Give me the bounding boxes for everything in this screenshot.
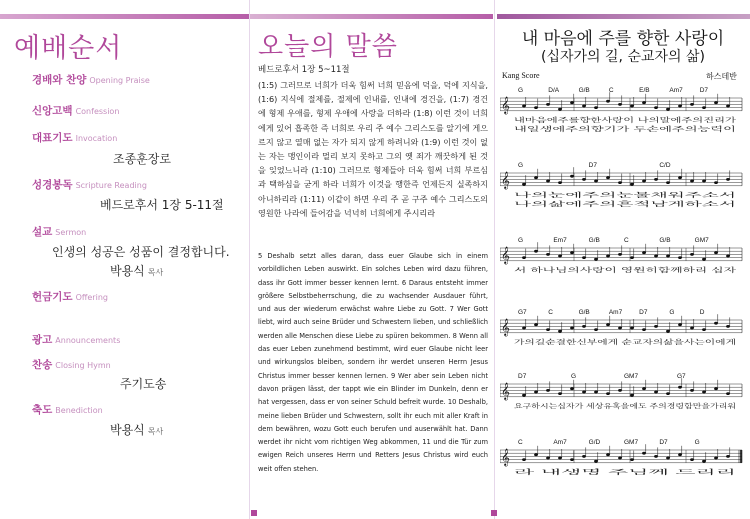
- lyrics-line: 내마음에주를향한사랑이 나의말에주의진리가: [514, 117, 638, 124]
- note-head: [654, 391, 658, 394]
- lyrics-line: 가의길순결한신부에게 순교자의삶을사는이에게: [514, 339, 644, 346]
- note-head: [678, 453, 682, 456]
- chord-symbol: C/D: [659, 162, 671, 169]
- invocation-leader: 조종훈장로: [113, 152, 171, 166]
- chord-symbol: G: [571, 373, 577, 380]
- benediction-pastor: 박용식 목사: [110, 423, 164, 437]
- note-head: [714, 181, 718, 184]
- note-head: [702, 180, 706, 183]
- note-head: [546, 103, 550, 106]
- note-head: [546, 328, 550, 331]
- chord-symbol: G: [669, 309, 675, 316]
- order-item-announcements: 광고 Announcements: [32, 334, 121, 346]
- note-head: [702, 391, 706, 394]
- sheet-music: [500, 80, 745, 512]
- note-head: [570, 458, 574, 461]
- order-item-closing-hymn: 찬송 Closing Hymn: [32, 359, 111, 371]
- note-head: [522, 105, 526, 108]
- note-head: [582, 178, 586, 181]
- note-head: [594, 258, 598, 261]
- treble-clef: 𝄞: [501, 382, 510, 400]
- treble-clef: 𝄞: [501, 171, 510, 189]
- note-head: [678, 323, 682, 326]
- note-head: [618, 389, 622, 392]
- note-head: [726, 105, 730, 108]
- chord-symbol: Am7: [608, 309, 623, 316]
- note-head: [606, 323, 610, 326]
- note-head: [690, 253, 694, 256]
- note-head: [642, 180, 646, 183]
- note-head: [666, 255, 670, 258]
- note-head: [654, 255, 658, 258]
- note-head: [594, 180, 598, 183]
- treble-clef: 𝄞: [501, 246, 510, 264]
- top-bar-right: [497, 14, 750, 19]
- note-head: [570, 101, 574, 104]
- note-head: [546, 253, 550, 256]
- note-head: [582, 325, 586, 328]
- note-head: [558, 181, 562, 184]
- note-head: [678, 176, 682, 179]
- order-item-sermon: 설교 Sermon: [32, 226, 87, 238]
- top-bar-middle: [250, 14, 493, 19]
- scripture-reference-header: 베드로후서 1장 5~11절: [258, 65, 350, 75]
- note-head: [690, 389, 694, 392]
- note-head: [618, 181, 622, 184]
- note-head: [642, 387, 646, 390]
- note-head: [630, 256, 634, 259]
- german-scripture-text: 5 Deshalb setzt alles daran, dass euer Glaube sich in einem vorbildlichen Leben auswirkt. Ein solches Leben wird dazu führen, dass ihr Gott immer besser kennen lernt. 6 Daraus entsteht immer größere Selbstbeherrschung, die zu wachsender Ausdauer führt, und aus der wiederum erwächst wahre Liebe zu Gott. 7 Wer Gott liebt, wird auch seine Brüder und Schwestern lieben, und schließlich werden alle Menschen diese Liebe zu spüren bekommen. 8 Wenn all das euer Leben zunehmend bestimmt, wird euer Glaube nicht leer und wirkungslos bleiben, sondern ihr werdet unseren Herrn Jesus Christus immer besser kennen lernen. 9 Wer aber sein Leben nicht davon prägen lässt, der tappt wie ein Blinder im Dunkeln, denn er hat vergessen, dass er von seiner Schuld befreit wurde. 10 Deshalb, meine lieben Brüder und Schwestern, sollt ihr euch mit aller Kraft in dem bewähren, wozu Gott euch berufen und auserwählt hat. Dann werdet ihr nicht vom richtigen Weg abkommen, 11 und die Tür zum ewigen Reich unseres Herrn und Retters Jesus Christus wird euch weit offen stehen.: [258, 252, 488, 473]
- note-head: [522, 256, 526, 259]
- chord-symbol: D7: [518, 373, 527, 380]
- note-head: [522, 394, 526, 397]
- note-head: [726, 392, 730, 395]
- note-head: [582, 256, 586, 259]
- chord-symbol: D7: [699, 87, 709, 94]
- corner-marker: [251, 510, 257, 516]
- note-head: [594, 328, 598, 331]
- note-head: [714, 457, 718, 460]
- treble-clef: 𝄞: [501, 448, 510, 466]
- note-head: [606, 176, 610, 179]
- note-head: [618, 457, 622, 460]
- chord-symbol: G/B: [578, 309, 590, 316]
- note-head: [726, 178, 730, 181]
- chord-symbol: G: [518, 162, 524, 169]
- order-of-worship-title: 예배순서: [14, 33, 123, 64]
- song-subtitle: (십자가의 길, 순교자의 삶): [541, 49, 705, 65]
- column-divider: [494, 0, 495, 519]
- composer: 하스데반: [706, 72, 737, 81]
- scripture-reference: 베드로후서 1장 5-11절: [100, 198, 224, 212]
- chord-symbol: C: [608, 87, 614, 94]
- chord-symbol: G/B: [659, 237, 671, 244]
- note-head: [570, 387, 574, 390]
- note-head: [558, 392, 562, 395]
- note-head: [546, 180, 550, 183]
- note-head: [570, 327, 574, 330]
- lyrics-line: 서 하나님의사랑이 영원히함께하리 십자: [514, 267, 624, 274]
- note-head: [690, 180, 694, 183]
- lyrics-line: 라 내생명 주님께 드리리: [514, 469, 581, 476]
- treble-clef: 𝄞: [501, 96, 510, 114]
- note-head: [654, 325, 658, 328]
- chord-symbol: G: [518, 237, 524, 244]
- note-head: [630, 394, 634, 397]
- chord-symbol: GM7: [624, 373, 639, 380]
- note-head: [642, 101, 646, 104]
- note-head: [558, 457, 562, 460]
- note-head: [714, 322, 718, 325]
- note-head: [594, 391, 598, 394]
- note-head: [570, 251, 574, 254]
- note-head: [570, 175, 574, 178]
- note-head: [558, 330, 562, 333]
- chord-symbol: G/B: [588, 237, 600, 244]
- note-head: [642, 452, 646, 455]
- chord-symbol: GM7: [624, 439, 639, 446]
- corner-marker: [491, 510, 497, 516]
- note-head: [714, 101, 718, 104]
- note-head: [654, 106, 658, 109]
- chord-symbol: G7: [518, 309, 527, 316]
- note-head: [630, 327, 634, 330]
- note-head: [642, 328, 646, 331]
- chord-symbol: E/B: [639, 87, 650, 94]
- top-bar-left: [0, 14, 250, 19]
- order-item-offering: 헌금기도 Offering: [32, 291, 108, 303]
- chord-symbol: Am7: [553, 439, 567, 446]
- chord-symbol: D7: [588, 162, 597, 169]
- chord-symbol: G7: [677, 373, 686, 380]
- preacher: 박용식 목사: [110, 264, 164, 278]
- note-head: [666, 181, 670, 184]
- order-item-invocation: 대표기도 Invocation: [32, 132, 118, 144]
- note-head: [534, 106, 538, 109]
- note-head: [690, 327, 694, 330]
- note-head: [714, 387, 718, 390]
- chord-symbol: G: [518, 87, 524, 94]
- order-item-benediction: 축도 Benediction: [32, 404, 103, 416]
- note-head: [534, 250, 538, 253]
- order-item-scripture: 성경봉독 Scripture Reading: [32, 179, 147, 191]
- note-head: [654, 455, 658, 458]
- chord-symbol: D7: [639, 309, 648, 316]
- order-item-opening-praise: 경배와 찬양 Opening Praise: [32, 74, 150, 86]
- note-head: [522, 458, 526, 461]
- note-head: [654, 178, 658, 181]
- chord-symbol: C: [624, 237, 629, 244]
- note-head: [522, 183, 526, 186]
- order-item-confession: 신앙고백 Confession: [32, 105, 120, 117]
- chord-symbol: D7: [659, 439, 668, 446]
- note-head: [666, 457, 670, 460]
- lyrics-line: 내일생에주의향기가 두손에주의능력이: [514, 126, 620, 133]
- note-head: [594, 106, 598, 109]
- chord-symbol: G: [694, 439, 700, 446]
- note-head: [678, 105, 682, 108]
- note-head: [630, 183, 634, 186]
- note-head: [678, 386, 682, 389]
- note-head: [714, 251, 718, 254]
- note-head: [666, 330, 670, 333]
- chord-symbol: Em7: [553, 237, 567, 244]
- note-head: [534, 323, 538, 326]
- chord-symbol: D/A: [548, 87, 560, 94]
- note-head: [606, 392, 610, 395]
- note-head: [546, 457, 550, 460]
- note-head: [726, 255, 730, 258]
- note-head: [534, 453, 538, 456]
- note-head: [690, 103, 694, 106]
- chord-symbol: C: [518, 439, 523, 446]
- song-title: 내 마음에 주를 향한 사랑이: [521, 29, 725, 49]
- lyrics-line: 요구하시는십자가 세상유혹을에도 주의경령함만을가리워: [514, 403, 671, 410]
- note-head: [642, 251, 646, 254]
- score-label: Kang Score: [502, 71, 540, 80]
- note-head: [726, 455, 730, 458]
- chord-symbol: G/B: [578, 87, 590, 94]
- column-divider: [249, 0, 250, 519]
- note-head: [546, 389, 550, 392]
- note-head: [618, 103, 622, 106]
- note-head: [702, 460, 706, 463]
- note-head: [702, 258, 706, 261]
- note-head: [702, 106, 706, 109]
- chord-symbol: G/D: [588, 439, 601, 446]
- note-head: [534, 176, 538, 179]
- lyrics-line: 나의삶에주의흔적남게하소서: [514, 201, 594, 208]
- note-head: [702, 328, 706, 331]
- note-head: [582, 455, 586, 458]
- note-head: [558, 108, 562, 111]
- chord-symbol: C: [548, 309, 553, 316]
- note-head: [726, 325, 730, 328]
- chord-symbol: Am7: [669, 87, 683, 94]
- sermon-title: 인생의 성공은 성품이 결정합니다.: [52, 245, 230, 259]
- note-head: [534, 391, 538, 394]
- note-head: [630, 458, 634, 461]
- treble-clef: 𝄞: [501, 318, 510, 336]
- note-head: [618, 253, 622, 256]
- chord-symbol: D: [699, 309, 705, 316]
- note-head: [522, 327, 526, 330]
- note-head: [678, 256, 682, 259]
- note-head: [558, 255, 562, 258]
- note-head: [666, 392, 670, 395]
- note-head: [606, 255, 610, 258]
- korean-scripture-text: (1:5) 그러므로 너희가 더욱 힘써 너희 믿음에 덕을, 덕에 지식을, (1:6) 지식에 절제를, 절제에 인내를, 인내에 경건을, (1:7) 경건에 형제 우애를, 형제 우애에 사랑을 더하라 (1:8) 이런 것이 너희에게 있어 흡족한 즉 너희로 우리 주 예수 그리스도를 알기에 게으르지 않고 열매 없는 자가 되지 않게 하려니와 (1:9) 이런 것이 없는 자는 맹인이라 멀리 보지 못하고 그의 옛 죄가 깨끗하게 된 것을 잊었느니라 (1:10) 그러므로 형제들아 더욱 힘써 너희 부르심과 택하심을 굳게 하라 너희가 이것을 행한즉 언제든지 실족하지 아니하리라 (1:11) 이같이 하면 우리 주 곧 구주 예수 그리스도의 영원한 나라에 들어감을 넉넉히 너희에게 주시리라: [258, 80, 488, 218]
- note-head: [630, 105, 634, 108]
- note-head: [582, 105, 586, 108]
- note-head: [582, 391, 586, 394]
- note-head: [606, 100, 610, 103]
- todays-word-title: 오늘의 말씀: [258, 32, 398, 62]
- closing-hymn: 주기도송: [120, 377, 167, 391]
- note-head: [690, 458, 694, 461]
- note-head: [606, 453, 610, 456]
- note-head: [666, 108, 670, 111]
- note-head: [618, 327, 622, 330]
- note-head: [594, 460, 598, 463]
- chord-symbol: GM7: [694, 237, 709, 244]
- lyrics-line: 나의눈에주의눈물채워주소서: [514, 192, 594, 199]
